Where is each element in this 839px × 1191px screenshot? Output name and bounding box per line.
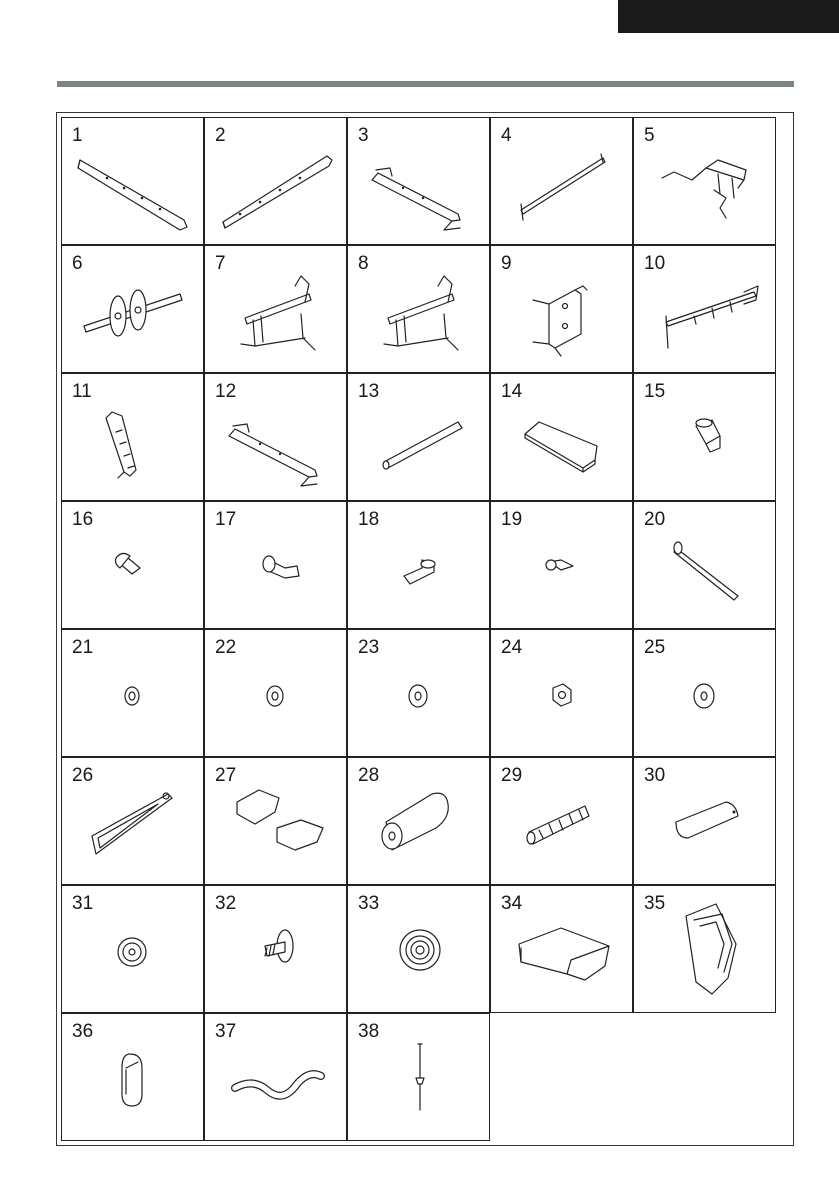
part-number: 16 xyxy=(72,509,94,530)
part-cell xyxy=(347,629,490,757)
header-rule xyxy=(57,81,794,87)
part-number: 13 xyxy=(358,381,380,402)
part-number: 8 xyxy=(358,253,369,274)
part-cell xyxy=(490,373,633,501)
part-number: 2 xyxy=(215,125,226,146)
part-number: 14 xyxy=(501,381,523,402)
header-tab xyxy=(618,0,839,33)
part-cell xyxy=(347,757,490,885)
part-number: 28 xyxy=(358,765,380,786)
part-cell xyxy=(347,501,490,629)
part-number: 32 xyxy=(215,893,237,914)
part-number: 11 xyxy=(72,381,92,402)
part-number: 15 xyxy=(644,381,666,402)
part-number: 20 xyxy=(644,509,666,530)
part-cell xyxy=(347,117,490,245)
part-cell xyxy=(347,1013,490,1141)
part-cell xyxy=(61,885,204,1013)
part-cell xyxy=(633,885,776,1013)
part-number: 34 xyxy=(501,893,523,914)
part-cell xyxy=(61,245,204,373)
part-number: 4 xyxy=(501,125,512,146)
part-number: 6 xyxy=(72,253,83,274)
part-cell xyxy=(633,373,776,501)
part-number: 24 xyxy=(501,637,523,658)
part-number: 37 xyxy=(215,1021,237,1042)
part-number: 10 xyxy=(644,253,666,274)
part-number: 30 xyxy=(644,765,666,786)
part-number: 33 xyxy=(358,893,380,914)
part-cell xyxy=(490,629,633,757)
part-number: 3 xyxy=(358,125,369,146)
part-number: 38 xyxy=(358,1021,380,1042)
part-number: 18 xyxy=(358,509,380,530)
part-number: 1 xyxy=(72,125,83,146)
part-cell xyxy=(490,117,633,245)
part-number: 23 xyxy=(358,637,380,658)
part-cell xyxy=(61,757,204,885)
part-number: 5 xyxy=(644,125,655,146)
part-cell xyxy=(490,885,633,1013)
part-cell xyxy=(61,373,204,501)
part-cell xyxy=(490,501,633,629)
part-number: 19 xyxy=(501,509,523,530)
part-cell xyxy=(61,501,204,629)
part-cell xyxy=(204,885,347,1013)
part-cell xyxy=(633,501,776,629)
part-cell xyxy=(204,373,347,501)
part-number: 17 xyxy=(215,509,237,530)
part-cell xyxy=(204,245,347,373)
part-cell xyxy=(347,373,490,501)
part-cell xyxy=(633,629,776,757)
part-cell xyxy=(204,117,347,245)
part-cell xyxy=(204,757,347,885)
part-number: 7 xyxy=(215,253,226,274)
part-cell xyxy=(61,1013,204,1141)
part-cell xyxy=(633,245,776,373)
part-cell xyxy=(490,757,633,885)
part-cell xyxy=(61,629,204,757)
part-number: 26 xyxy=(72,765,94,786)
part-cell xyxy=(61,117,204,245)
part-cell xyxy=(204,629,347,757)
part-cell xyxy=(204,501,347,629)
part-cell xyxy=(347,245,490,373)
part-number: 12 xyxy=(215,381,237,402)
part-cell xyxy=(204,1013,347,1141)
part-number: 36 xyxy=(72,1021,94,1042)
part-cell xyxy=(633,757,776,885)
part-number: 35 xyxy=(644,893,666,914)
part-number: 31 xyxy=(72,893,94,914)
part-number: 22 xyxy=(215,637,237,658)
part-cell xyxy=(633,117,776,245)
part-number: 25 xyxy=(644,637,666,658)
part-cell xyxy=(347,885,490,1013)
part-number: 21 xyxy=(72,637,94,658)
part-cell xyxy=(490,245,633,373)
part-number: 27 xyxy=(215,765,237,786)
part-number: 9 xyxy=(501,253,512,274)
part-number: 29 xyxy=(501,765,523,786)
